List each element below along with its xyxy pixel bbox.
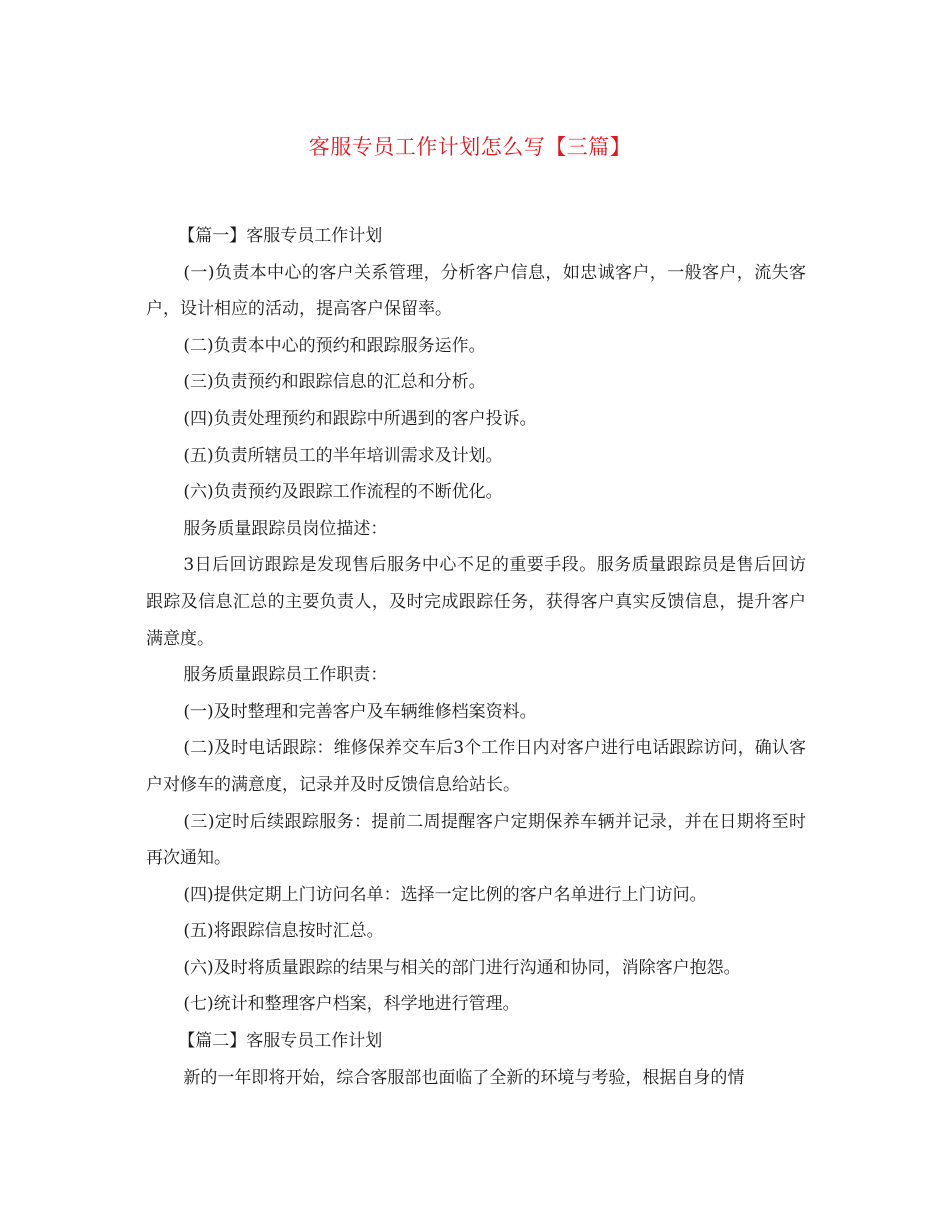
paragraph: (三)负责预约和跟踪信息的汇总和分析。	[183, 372, 486, 393]
paragraph: (三)定时后续跟踪服务：提前二周提醒客户定期保养车辆并记录，并在日期将至时再次通知。	[146, 811, 806, 869]
subheading: 服务质量跟踪员岗位描述：	[183, 518, 388, 539]
section-heading: 【篇一】客服专员工作计划	[178, 226, 383, 246]
paragraph: (二)及时电话跟踪：维修保养交车后3个工作日内对客户进行电话跟踪访问，确认客户对修车的满意度，记录并及时反馈信息给站长。	[146, 738, 806, 795]
paragraph: (四)提供定期上门访问名单：选择一定比例的客户名单进行上门访问。	[183, 884, 707, 905]
paragraph: 3日后回访跟踪是发现售后服务中心不足的重要手段。服务质量跟踪员是售后回访跟踪及信息汇总的主要负责人，及时完成跟踪任务，获得客户真实反馈信息，提升客户满意度。	[146, 555, 806, 649]
paragraph: (一)及时整理和完善客户及车辆维修档案资料。	[183, 701, 537, 722]
paragraph: (六)及时将质量跟踪的结果与相关的部门进行沟通和协同，消除客户抱怨。	[183, 957, 741, 978]
paragraph: (四)负责处理预约和跟踪中所遇到的客户投诉。	[183, 408, 537, 429]
document-body	[146, 218, 806, 1096]
paragraph: (二)负责本中心的预约和跟踪服务运作。	[183, 335, 486, 356]
paragraph: (一)负责本中心的客户关系管理，分析客户信息，如忠诚客户，一般客户，流失客户，设计相应的活动，提高客户保留率。	[146, 262, 806, 320]
paragraph: (六)负责预约及跟踪工作流程的不断优化。	[183, 482, 503, 503]
document-title: 客服专员工作计划怎么写【三篇】	[308, 135, 632, 159]
paragraph: (五)将跟踪信息按时汇总。	[183, 921, 384, 942]
paragraph: (七)统计和整理客户档案，科学地进行管理。	[183, 994, 520, 1015]
paragraph: 新的一年即将开始，综合客服部也面临了全新的环境与考验，根据自身的情	[183, 1067, 745, 1088]
section-heading: 【篇二】客服专员工作计划	[178, 1031, 383, 1052]
paragraph: (五)负责所辖员工的半年培训需求及计划。	[183, 445, 503, 466]
subheading: 服务质量跟踪员工作职责：	[183, 665, 388, 686]
